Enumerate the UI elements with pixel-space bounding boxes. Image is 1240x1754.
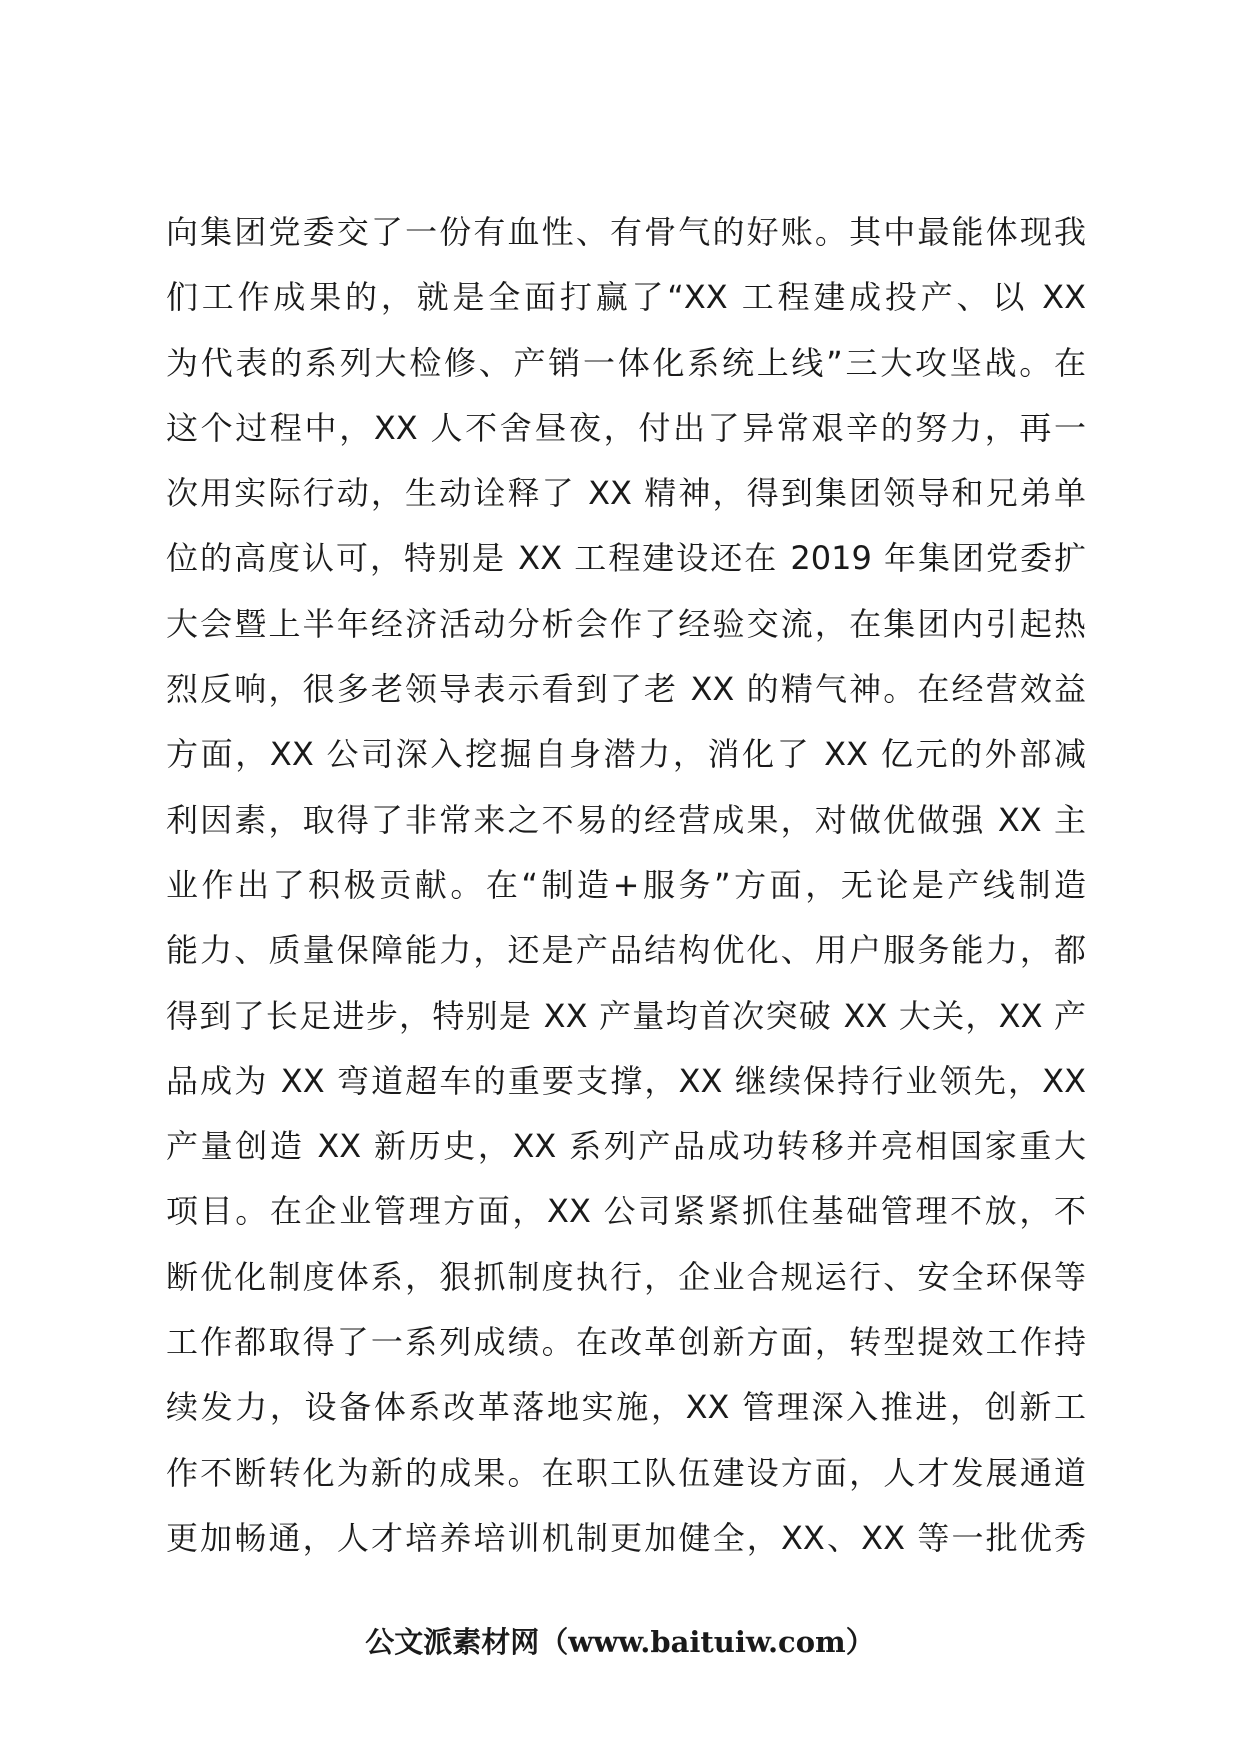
text-line: 能力、质量保障能力，还是产品结构优化、用户服务能力，都 bbox=[166, 931, 1086, 970]
page-footer: 公文派素材网（www.baituiw.com） bbox=[365, 1625, 875, 1659]
text-line: 业作出了积极贡献。在“制造+服务”方面，无论是产线制造 bbox=[166, 865, 1086, 904]
text-line: 烈反响，很多老领导表示看到了老 XX 的精气神。在经营效益 bbox=[166, 670, 1086, 709]
text-line: 更加畅通，人才培养培训机制更加健全，XX、XX 等一批优秀 bbox=[166, 1518, 1086, 1557]
text-line: 工作都取得了一系列成绩。在改革创新方面，转型提效工作持 bbox=[166, 1323, 1086, 1362]
text-line: 续发力，设备体系改革落地实施，XX 管理深入推进，创新工 bbox=[166, 1388, 1086, 1427]
text-line: 为代表的系列大检修、产销一体化系统上线”三大攻坚战。在 bbox=[166, 343, 1086, 382]
text-line: 得到了长足进步，特别是 XX 产量均首次突破 XX 大关，XX 产 bbox=[166, 996, 1086, 1035]
text-line: 向集团党委交了一份有血性、有骨气的好账。其中最能体现我 bbox=[166, 213, 1086, 251]
text-line: 品成为 XX 弯道超车的重要支撑，XX 继续保持行业领先，XX bbox=[166, 1061, 1086, 1100]
text-line: 产量创造 XX 新历史，XX 系列产品成功转移并亮相国家重大 bbox=[166, 1127, 1086, 1166]
text-line: 这个过程中，XX 人不舍昼夜，付出了异常艰辛的努力，再一 bbox=[166, 408, 1086, 447]
body-text bbox=[166, 200, 1086, 1571]
text-line: 们工作成果的，就是全面打赢了“XX 工程建成投产、以 XX bbox=[166, 278, 1086, 317]
text-line: 断优化制度体系，狠抓制度执行，企业合规运行、安全环保等 bbox=[166, 1257, 1086, 1296]
text-line: 作不断转化为新的成果。在职工队伍建设方面，人才发展通道 bbox=[166, 1453, 1086, 1492]
text-line: 方面，XX 公司深入挖掘自身潜力，消化了 XX 亿元的外部减 bbox=[166, 735, 1086, 774]
text-line: 大会暨上半年经济活动分析会作了经验交流，在集团内引起热 bbox=[166, 604, 1086, 643]
text-line: 次用实际行动，生动诠释了 XX 精神，得到集团领导和兄弟单 bbox=[166, 474, 1086, 513]
text-line: 利因素，取得了非常来之不易的经营成果，对做优做强 XX 主 bbox=[166, 800, 1086, 839]
text-line: 位的高度认可，特别是 XX 工程建设还在 2019 年集团党委扩 bbox=[166, 539, 1086, 578]
text-line: 项目。在企业管理方面，XX 公司紧紧抓住基础管理不放，不 bbox=[166, 1192, 1086, 1231]
